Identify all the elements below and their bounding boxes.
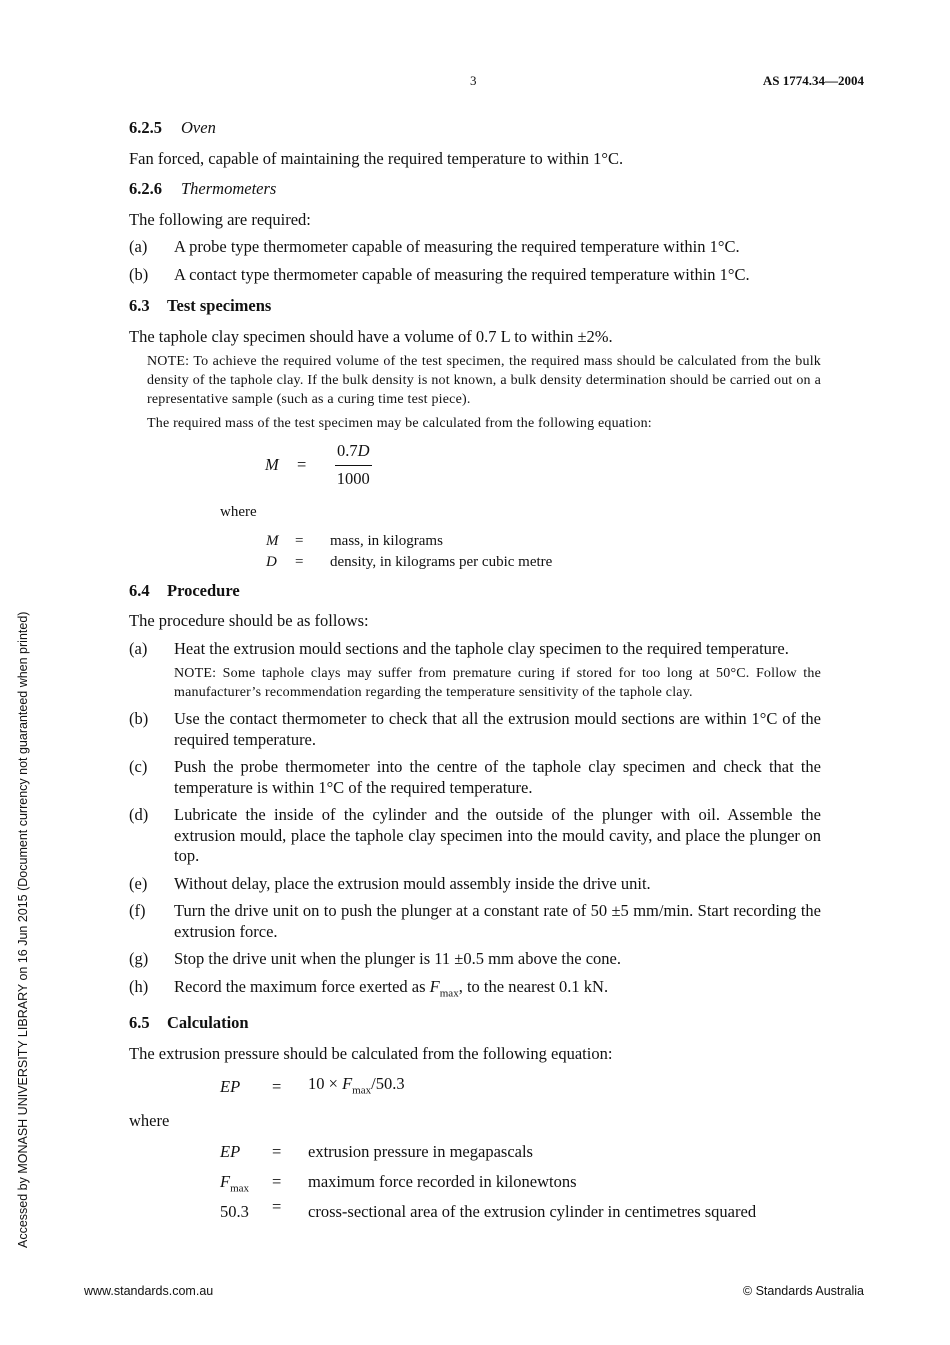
- heading-6-5: [129, 1013, 821, 1034]
- definition-row: 50.3 = cross-sectional area of the extrusion cylinder in centimetres squared: [220, 1196, 757, 1221]
- section-number: 6.2.6: [129, 179, 162, 198]
- section-title: Test specimens: [167, 296, 272, 315]
- section-title: Thermometers: [181, 179, 277, 198]
- heading-6-3: [129, 296, 821, 317]
- heading-6-4: [129, 581, 821, 602]
- page-content: [129, 118, 821, 1232]
- procedure-intro: The procedure should be as follows:: [129, 611, 369, 630]
- heading-6-2-5: [129, 118, 821, 139]
- mass-definitions: [266, 531, 821, 573]
- definition-row: D = density, in kilograms per cubic metre: [266, 553, 553, 570]
- definition-row: EP = extrusion pressure in megapascals: [220, 1141, 533, 1161]
- mass-equation-intro: The required mass of the test specimen may be calculated from the following equation:: [147, 416, 652, 431]
- page-number: 3: [470, 73, 477, 88]
- mass-fraction: $\frac{0.7D}{1000}$: [336, 441, 370, 488]
- pressure-equation: EP = $10 \times F_{max}/50.3$: [220, 1074, 405, 1097]
- section-number: 6.4: [129, 580, 150, 600]
- footer-website: www.standards.com.au: [84, 1284, 214, 1298]
- list-item: (f) Turn the drive unit on to push the plunger at a constant rate of 50 ±5 mm/min. Start recording the extrusion force.: [129, 901, 821, 941]
- oven-text: Fan forced, capable of maintaining the required temperature to within 1°C.: [129, 148, 624, 168]
- list-item: (h) Record the maximum force exerted as $F_{max}$, to the nearest 0.1 kN.: [129, 976, 609, 999]
- list-item: (c) Push the probe thermometer into the centre of the taphole clay specimen and check that the temperature is within 1°C of the required temperature.: [129, 757, 821, 797]
- specimen-note: NOTE: To achieve the required volume of the test specimen, the required mass should be calculated from the bulk density of the taphole clay. If the bulk density is not known, a bulk density determination should be carried out on a representative sample (such as a curing time test piece).: [147, 354, 821, 407]
- definition-row: $F_{max}$ = maximum force recorded in kilonewtons: [220, 1171, 577, 1194]
- where-label: where: [220, 504, 257, 520]
- list-item: (d) Lubricate the inside of the cylinder and the outside of the plunger with oil. Assemble the extrusion mould, place the taphole clay specimen into the mould cavity, and place the plunger on top.: [129, 805, 821, 865]
- list-item: (a) A probe type thermometer capable of measuring the required temperature within 1°C.: [129, 237, 740, 256]
- section-number: 6.5: [129, 1013, 150, 1033]
- standard-id: AS 1774.34—2004: [762, 73, 864, 88]
- where-label: where: [129, 1111, 170, 1131]
- heading-6-2-6: [129, 179, 821, 200]
- definition-row: M = mass, in kilograms: [266, 532, 443, 549]
- thermometers-intro: The following are required:: [129, 209, 311, 229]
- section-number: 6.2.5: [129, 118, 162, 137]
- section-title: Calculation: [167, 1013, 249, 1033]
- procedure-note: NOTE: Some taphole clays may suffer from premature curing if stored for too long at 50°C. Follow the manufacturer’s recommendation regarding the temperature sensitivity of the taphole clay.: [174, 666, 821, 700]
- footer-copyright: © Standards Australia: [742, 1284, 864, 1298]
- specimen-volume-text: The taphole clay specimen should have a volume of 0.7 L to within ±2%.: [129, 326, 613, 346]
- list-item: (b) Use the contact thermometer to check that all the extrusion mould sections are within 1°C of the required temperature.: [129, 709, 821, 749]
- calculation-intro: The extrusion pressure should be calculated from the following equation:: [129, 1043, 613, 1063]
- section-number: 6.3: [129, 296, 150, 315]
- list-item: (a) Heat the extrusion mould sections and the taphole clay specimen to the required temperature.: [129, 638, 789, 658]
- section-title: Procedure: [167, 580, 240, 600]
- access-watermark: Accessed by MONASH UNIVERSITY LIBRARY on 16 Jun 2015 (Document currency not guaranteed when printed): [16, 611, 30, 1248]
- pressure-definitions: [220, 1142, 821, 1232]
- mass-equation: M = $\frac{0.7D}{1000}$: [265, 441, 370, 488]
- section-title: Oven: [181, 118, 216, 137]
- list-item: (b) A contact type thermometer capable of measuring the required temperature within 1°C.: [129, 264, 750, 284]
- list-item: (g) Stop the drive unit when the plunger is 11 ±0.5 mm above the cone.: [129, 949, 621, 968]
- list-item: (e) Without delay, place the extrusion mould assembly inside the drive unit.: [129, 873, 651, 893]
